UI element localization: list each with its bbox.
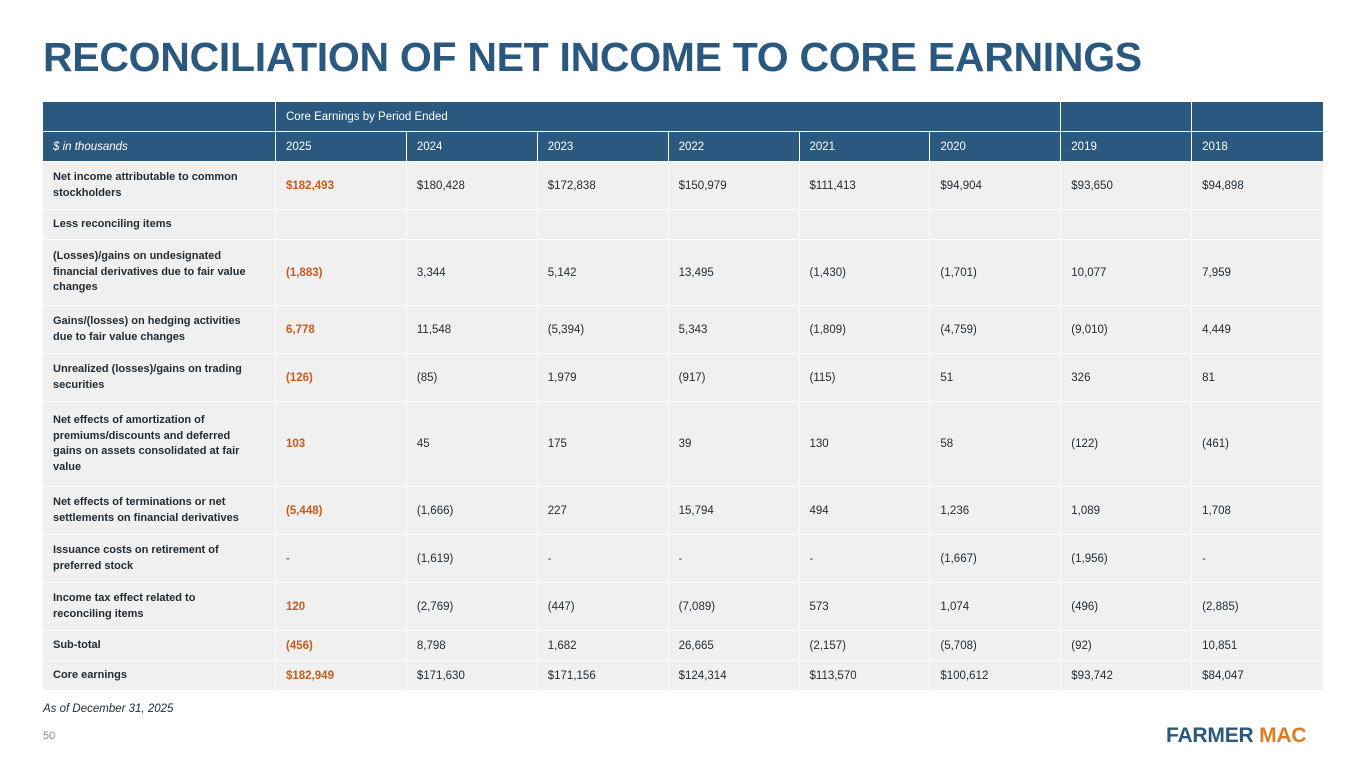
row-label: Sub-total <box>43 631 276 661</box>
table-cell: 130 <box>800 402 931 487</box>
table-cell: $182,493 <box>276 162 407 210</box>
table-cell: (2,769) <box>407 583 538 631</box>
table-cell: 1,236 <box>930 487 1061 535</box>
table-cell: (4,759) <box>930 306 1061 354</box>
table-cell: 1,682 <box>538 631 669 661</box>
table-cell: $180,428 <box>407 162 538 210</box>
year-header: 2019 <box>1061 132 1192 162</box>
group-header-row <box>43 102 1323 132</box>
table-cell: 58 <box>930 402 1061 487</box>
table-cell <box>930 210 1061 240</box>
table-cell: - <box>669 535 800 583</box>
year-header-row <box>43 132 1323 162</box>
table-cell: 494 <box>800 487 931 535</box>
table-cell: - <box>1192 535 1323 583</box>
table-cell: (126) <box>276 354 407 402</box>
table-cell: $84,047 <box>1192 661 1323 691</box>
footnote: As of December 31, 2025 <box>43 703 174 715</box>
row-label: Net effects of terminations or net settlements on financial derivatives <box>43 487 276 535</box>
table-cell: 10,077 <box>1061 240 1192 306</box>
table-cell <box>1061 210 1192 240</box>
table-cell: (115) <box>800 354 931 402</box>
table-cell: $182,949 <box>276 661 407 691</box>
table-cell: - <box>800 535 931 583</box>
table-cell: 15,794 <box>669 487 800 535</box>
table-cell: $94,898 <box>1192 162 1323 210</box>
table-cell <box>538 210 669 240</box>
year-header: 2021 <box>800 132 931 162</box>
table-cell: (2,885) <box>1192 583 1323 631</box>
year-header: 2018 <box>1192 132 1323 162</box>
table-cell: $150,979 <box>669 162 800 210</box>
table-cell: (1,430) <box>800 240 931 306</box>
table-cell: (917) <box>669 354 800 402</box>
table-cell: 10,851 <box>1192 631 1323 661</box>
group-header-blank <box>43 102 276 132</box>
table-cell: $100,612 <box>930 661 1061 691</box>
table-cell: $113,570 <box>800 661 931 691</box>
table-cell: 7,959 <box>1192 240 1323 306</box>
table-row <box>43 162 1323 210</box>
year-header: 2023 <box>538 132 669 162</box>
table-cell: (1,667) <box>930 535 1061 583</box>
group-header-blank <box>1192 102 1323 132</box>
table-cell: - <box>538 535 669 583</box>
table-cell: 5,142 <box>538 240 669 306</box>
table-cell: 4,449 <box>1192 306 1323 354</box>
table-cell: 45 <box>407 402 538 487</box>
table-cell: 13,495 <box>669 240 800 306</box>
table-cell: $172,838 <box>538 162 669 210</box>
table-cell: (7,089) <box>669 583 800 631</box>
table-cell: 51 <box>930 354 1061 402</box>
page-title: RECONCILIATION OF NET INCOME TO CORE EARNINGS <box>43 34 1142 80</box>
table-cell: 11,548 <box>407 306 538 354</box>
row-label: Issuance costs on retirement of preferred stock <box>43 535 276 583</box>
table-cell: (447) <box>538 583 669 631</box>
table-cell: $94,904 <box>930 162 1061 210</box>
year-header: 2025 <box>276 132 407 162</box>
table-cell: (92) <box>1061 631 1192 661</box>
row-label: Less reconciling items <box>43 210 276 240</box>
table-row <box>43 354 1323 402</box>
table-cell: 26,665 <box>669 631 800 661</box>
row-label: Gains/(losses) on hedging activities due to fair value changes <box>43 306 276 354</box>
table-cell: $124,314 <box>669 661 800 691</box>
table-cell: (496) <box>1061 583 1192 631</box>
table-cell: 5,343 <box>669 306 800 354</box>
table-cell: (1,956) <box>1061 535 1192 583</box>
row-label: Unrealized (losses)/gains on trading securities <box>43 354 276 402</box>
table-cell: 1,074 <box>930 583 1061 631</box>
table-cell: 1,979 <box>538 354 669 402</box>
logo-word-farmer: FARMER <box>1166 724 1254 747</box>
table-cell: $171,630 <box>407 661 538 691</box>
table-cell: - <box>276 535 407 583</box>
table-cell: $171,156 <box>538 661 669 691</box>
year-header: 2020 <box>930 132 1061 162</box>
table-row <box>43 487 1323 535</box>
group-header-label: Core Earnings by Period Ended <box>276 102 1061 132</box>
page-number: 50 <box>43 730 56 742</box>
row-label: Core earnings <box>43 661 276 691</box>
table-cell: 120 <box>276 583 407 631</box>
farmer-mac-logo <box>1166 724 1306 748</box>
table-cell: 8,798 <box>407 631 538 661</box>
table-cell: (122) <box>1061 402 1192 487</box>
table-cell: (1,809) <box>800 306 931 354</box>
table-cell <box>276 210 407 240</box>
table-cell: $93,650 <box>1061 162 1192 210</box>
table-cell: 6,778 <box>276 306 407 354</box>
table-row <box>43 661 1323 691</box>
row-label: Income tax effect related to reconciling items <box>43 583 276 631</box>
year-header: 2024 <box>407 132 538 162</box>
table-row <box>43 583 1323 631</box>
table-row <box>43 631 1323 661</box>
table-cell: 81 <box>1192 354 1323 402</box>
table-row <box>43 210 1323 240</box>
table-cell: (1,701) <box>930 240 1061 306</box>
table-cell: 1,708 <box>1192 487 1323 535</box>
table-cell: 326 <box>1061 354 1192 402</box>
table-row <box>43 535 1323 583</box>
unit-label: $ in thousands <box>43 132 276 162</box>
table-cell <box>800 210 931 240</box>
table-cell <box>407 210 538 240</box>
table-cell: (456) <box>276 631 407 661</box>
table-cell: $111,413 <box>800 162 931 210</box>
year-header: 2022 <box>669 132 800 162</box>
table-cell: (2,157) <box>800 631 931 661</box>
table-row <box>43 240 1323 306</box>
table-cell: (1,619) <box>407 535 538 583</box>
table-cell: $93,742 <box>1061 661 1192 691</box>
table-cell: 1,089 <box>1061 487 1192 535</box>
table-cell: (5,708) <box>930 631 1061 661</box>
table-cell: 103 <box>276 402 407 487</box>
logo-word-mac: MAC <box>1259 724 1307 747</box>
row-label: (Losses)/gains on undesignated financial derivatives due to fair value changes <box>43 240 276 306</box>
table-cell: 39 <box>669 402 800 487</box>
row-label: Net income attributable to common stockholders <box>43 162 276 210</box>
table-cell: (1,883) <box>276 240 407 306</box>
table-cell: 3,344 <box>407 240 538 306</box>
table-cell: 227 <box>538 487 669 535</box>
table-cell <box>669 210 800 240</box>
table-cell <box>1192 210 1323 240</box>
table-cell: (9,010) <box>1061 306 1192 354</box>
table-cell: (85) <box>407 354 538 402</box>
table-cell: (5,448) <box>276 487 407 535</box>
table-cell: (5,394) <box>538 306 669 354</box>
table-cell: 573 <box>800 583 931 631</box>
table-cell: (461) <box>1192 402 1323 487</box>
table-cell: 175 <box>538 402 669 487</box>
reconciliation-table <box>43 102 1323 691</box>
group-header-blank <box>1061 102 1192 132</box>
table-cell: (1,666) <box>407 487 538 535</box>
table-row <box>43 306 1323 354</box>
table-row <box>43 402 1323 487</box>
row-label: Net effects of amortization of premiums/discounts and deferred gains on assets consolidated at fair value <box>43 402 276 487</box>
